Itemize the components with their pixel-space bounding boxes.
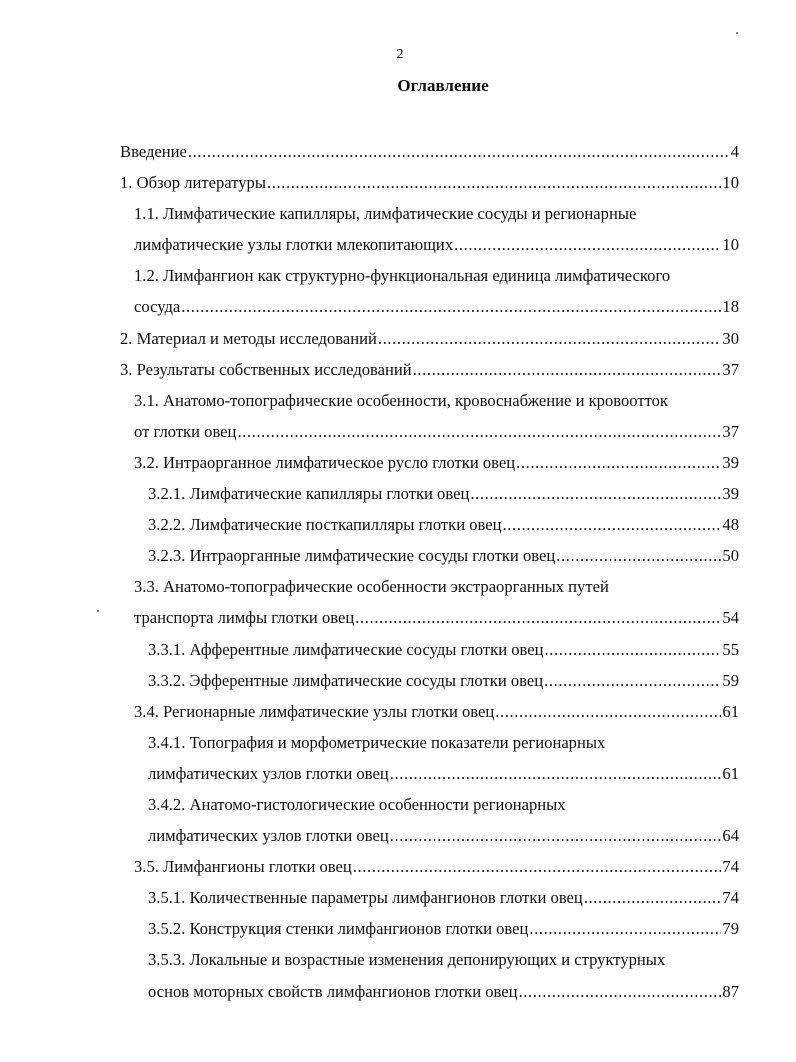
dot-leader (556, 544, 721, 575)
dot-leader (355, 606, 721, 637)
toc-page-number: 54 (722, 608, 739, 628)
toc-page-number: 74 (722, 857, 739, 877)
toc-entry-text: 3.2.1. Лимфатические капилляры глотки овец (148, 484, 470, 504)
toc-entry-line[interactable] (120, 980, 739, 1011)
dot-leader (495, 700, 721, 731)
toc-entry-text: 3.4.2. Анатомо-гистологические особенности регионарных (148, 794, 566, 814)
toc-page-number: 4 (730, 142, 739, 161)
toc-page-number: 50 (722, 546, 739, 566)
toc-entry-text: сосуда (134, 297, 181, 317)
toc-page-number: 61 (722, 763, 739, 783)
toc-entry-text: 1.1. Лимфатические капилляры, лимфатические сосуды и регионарные (134, 204, 637, 224)
dot-leader (503, 513, 722, 544)
toc-entry-text: 1.2. Лимфангион как структурно-функциональная единица лимфатического (134, 266, 671, 286)
toc-page-number: 74 (722, 888, 739, 908)
toc-page-number: 37 (722, 359, 739, 379)
toc-entry-line[interactable] (120, 948, 739, 979)
toc-entry-line[interactable] (120, 575, 739, 606)
toc-entry-line[interactable] (120, 886, 739, 917)
toc-entry-line[interactable] (120, 669, 739, 700)
scan-speck (736, 32, 738, 34)
toc-page-number: 39 (722, 484, 739, 504)
toc-entry-line[interactable] (120, 358, 739, 389)
toc-page-number: 79 (722, 919, 739, 939)
toc-page-number: 55 (722, 639, 739, 659)
toc-entry-line[interactable] (120, 606, 739, 637)
toc-page-number: 61 (722, 701, 739, 721)
dot-leader (584, 886, 722, 917)
toc-page-number: 18 (722, 297, 739, 317)
toc-page-number: 39 (722, 452, 739, 472)
dot-leader (390, 762, 722, 793)
toc-entry-text: 3.5. Лимфангионы глотки овец (134, 857, 352, 877)
toc-entry-line[interactable] (120, 171, 739, 202)
toc-entry-line[interactable] (120, 482, 739, 513)
dot-leader (353, 855, 722, 886)
toc-entry-text: 3.3. Анатомо-топографические особенности экстраорганных путей (134, 577, 609, 597)
toc-entry-line[interactable] (120, 202, 739, 233)
toc-entry-text: 3.3.2. Эфферентные лимфатические сосуды глотки овец (148, 670, 544, 690)
toc-page-number: 10 (722, 173, 739, 193)
toc-entry-line[interactable] (120, 824, 739, 855)
toc-entry-text: лимфатические узлы глотки млекопитающих (134, 235, 454, 255)
toc-entry-line[interactable] (120, 544, 739, 575)
dot-leader (544, 669, 721, 700)
toc-entry-line[interactable] (120, 762, 739, 793)
dot-leader (181, 295, 721, 326)
toc-entry-line[interactable] (120, 264, 739, 295)
toc-entry-text: лимфатических узлов глотки овец (148, 826, 389, 846)
toc-page-number: 30 (722, 328, 739, 348)
toc-entry-line[interactable] (120, 917, 739, 948)
toc-entry-line[interactable] (120, 638, 739, 669)
dot-leader (267, 171, 721, 202)
toc-entry-line[interactable] (120, 731, 739, 762)
toc-entry-text: Введение (120, 142, 187, 161)
toc-entry-text: 3.5.2. Конструкция стенки лимфангионов глотки овец (148, 919, 529, 939)
toc-entry-line[interactable] (120, 233, 739, 264)
toc-entry-text: 1. Обзор литературы (120, 173, 267, 193)
dot-leader (188, 140, 730, 171)
dot-leader (378, 327, 722, 358)
toc-entry-line[interactable] (120, 513, 739, 544)
dot-leader (454, 233, 721, 264)
toc-entry-line[interactable] (120, 700, 739, 731)
toc-entry-text: 3. Результаты собственных исследований (120, 359, 412, 379)
dot-leader (390, 824, 722, 855)
toc-entry-text: 3.1. Анатомо-топографические особенности, кровоснабжение и кровоотток (134, 390, 668, 410)
toc-entry-line[interactable] (120, 295, 739, 326)
page-number: 2 (396, 47, 404, 62)
dot-leader (529, 917, 721, 948)
toc-entry-text: 3.4. Регионарные лимфатические узлы глотки овец (134, 701, 495, 721)
toc-entry-line[interactable] (120, 327, 739, 358)
toc-entry-text: основ моторных свойств лимфангионов глотки овец (148, 981, 518, 1001)
toc-entry-line[interactable] (120, 420, 739, 451)
toc-entry-text: 3.5.3. Локальные и возрастные изменения депонирующих и структурных (148, 950, 666, 970)
toc-entry-line[interactable] (120, 793, 739, 824)
toc-entry-text: от глотки овец (134, 421, 237, 441)
toc-entry-text: лимфатических узлов глотки овец (148, 763, 389, 783)
toc-entry-text: 2. Материал и методы исследований (120, 328, 377, 348)
toc-page-number: 48 (722, 515, 739, 535)
toc-entry-text: 3.2. Интраорганное лимфатическое русло глотки овец (134, 452, 516, 472)
toc-entry-line[interactable] (120, 855, 739, 886)
toc-page-number: 64 (722, 826, 739, 846)
toc-entry-line[interactable] (120, 389, 739, 420)
toc-page-number: 37 (722, 421, 739, 441)
dot-leader (413, 358, 722, 389)
page-title: Оглавление (397, 76, 489, 95)
toc-entry-text: 3.2.3. Интраорганные лимфатические сосуды глотки овец (148, 546, 556, 566)
toc-entry-text: транспорта лимфы глотки овец (134, 608, 355, 628)
toc-entry-text: 3.3.1. Афферентные лимфатические сосуды глотки овец (148, 639, 544, 659)
toc-entry-text: 3.5.1. Количественные параметры лимфангионов глотки овец (148, 888, 583, 908)
toc-page-number: 59 (722, 670, 739, 690)
toc-page-number: 87 (722, 981, 739, 1001)
toc-entry-text: 3.2.2. Лимфатические посткапилляры глотки овец (148, 515, 502, 535)
toc-entry-line[interactable] (120, 140, 739, 171)
dot-leader (519, 980, 722, 1011)
toc-page-number: 10 (722, 235, 739, 255)
scan-speck (97, 610, 99, 612)
toc-entry-line[interactable] (120, 451, 739, 482)
dot-leader (545, 638, 722, 669)
dot-leader (516, 451, 721, 482)
table-of-contents (120, 140, 739, 1011)
toc-entry-text: 3.4.1. Топография и морфометрические показатели регионарных (148, 732, 606, 752)
dot-leader (237, 420, 721, 451)
dot-leader (470, 482, 721, 513)
